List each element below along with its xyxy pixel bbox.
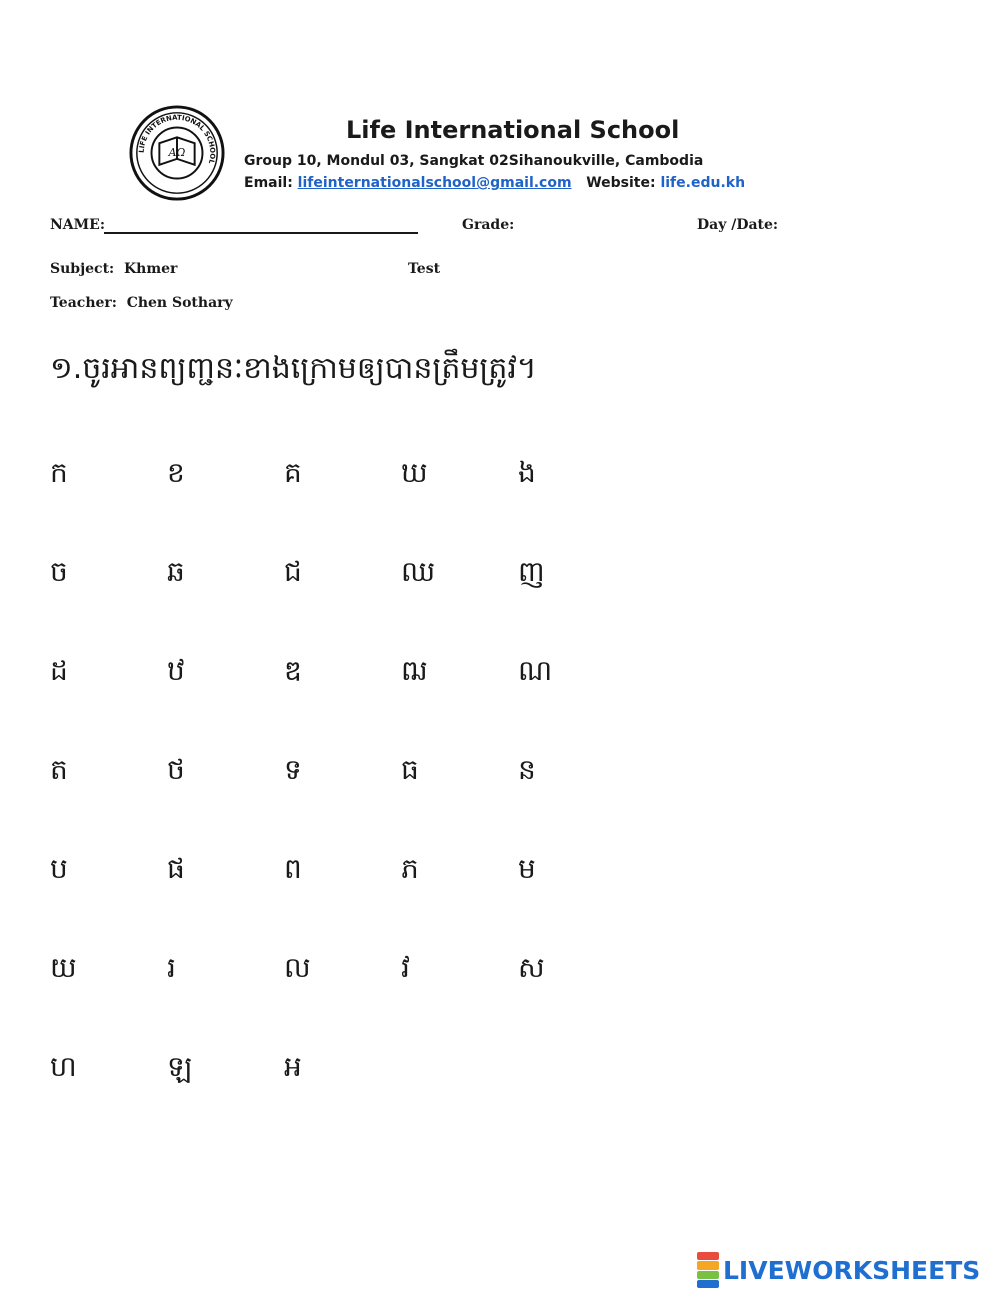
name-blank-line[interactable] <box>104 232 418 234</box>
email-link[interactable]: lifeinternationalschool@gmail.com <box>297 175 572 191</box>
consonant-letter: ញ <box>518 555 545 588</box>
consonant-letter: ឆ <box>167 555 185 588</box>
school-address: Group 10, Mondul 03, Sangkat 02Sihanoukville, Cambodia <box>244 153 704 169</box>
consonant-letter: ច <box>50 555 68 588</box>
consonant-letter: ង <box>518 456 536 489</box>
consonant-letter: វ <box>401 951 410 984</box>
logo-inner-text: AΩ <box>168 145 186 159</box>
school-seal-icon <box>128 104 226 202</box>
consonant-letter: ទ <box>284 753 302 786</box>
consonant-letter: ល <box>284 951 311 984</box>
email-label: Email: <box>244 175 293 191</box>
consonant-letter: ឈ <box>401 555 436 588</box>
consonant-letter: ថ <box>167 753 185 786</box>
liveworksheets-logo[interactable] <box>697 1252 980 1288</box>
consonant-letter: ឌ <box>284 654 302 687</box>
consonant-letter: ឍ <box>401 654 428 687</box>
teacher-label: Teacher: <box>50 295 117 311</box>
consonant-letter: ណ <box>518 654 553 687</box>
consonant-letter: ម <box>518 852 536 885</box>
lw-block-blue <box>697 1280 719 1288</box>
name-label: NAME: <box>50 217 105 233</box>
consonant-grid <box>50 446 630 1139</box>
teacher-row <box>50 295 233 311</box>
school-name: Life International School <box>346 116 680 144</box>
subject-row <box>50 261 177 277</box>
consonant-letter: ព <box>284 852 302 885</box>
liveworksheets-icon <box>697 1252 719 1288</box>
teacher-value: Chen Sothary <box>126 295 233 311</box>
consonant-letter: គ <box>284 456 302 489</box>
consonant-letter: ដ <box>50 654 68 687</box>
lw-block-green <box>697 1271 719 1279</box>
consonant-letter: ជ <box>284 555 302 588</box>
logo-ring-text: LIFE INTERNATIONAL SCHOOL <box>137 113 217 165</box>
website-link[interactable]: life.edu.kh <box>660 175 746 191</box>
consonant-letter: ផ <box>167 852 185 885</box>
consonant-letter: យ <box>50 951 77 984</box>
test-label: Test <box>408 261 441 277</box>
question-heading: ១.ចូរអានព្យញ្ជនៈខាងក្រោមឲ្យបានត្រឹមត្រូវ។ <box>50 351 537 386</box>
consonant-letter: ក <box>50 456 68 489</box>
date-label: Day /Date: <box>697 217 779 233</box>
consonant-letter: ត <box>50 753 68 786</box>
consonant-letter: អ <box>284 1050 302 1083</box>
liveworksheets-text: LIVEWORKSHEETS <box>723 1255 981 1285</box>
consonant-letter: ខ <box>167 456 185 489</box>
subject-value: Khmer <box>123 261 178 277</box>
consonant-letter: ហ <box>50 1050 77 1083</box>
lw-block-orange <box>697 1261 719 1269</box>
consonant-letter: ស <box>518 951 545 984</box>
lw-block-red <box>697 1252 719 1260</box>
consonant-letter: ឃ <box>401 456 428 489</box>
consonant-letter: ឡ <box>167 1050 193 1083</box>
website-label: Website: <box>586 175 656 191</box>
consonant-letter: ប <box>50 852 68 885</box>
consonant-letter: រ <box>167 951 176 984</box>
consonant-letter: ន <box>518 753 536 786</box>
contact-line <box>244 175 745 191</box>
consonant-letter: ធ <box>401 753 419 786</box>
subject-label: Subject: <box>50 261 115 277</box>
grade-label: Grade: <box>462 217 515 233</box>
consonant-letter: ឋ <box>167 654 185 687</box>
consonant-letter: ភ <box>401 852 419 885</box>
